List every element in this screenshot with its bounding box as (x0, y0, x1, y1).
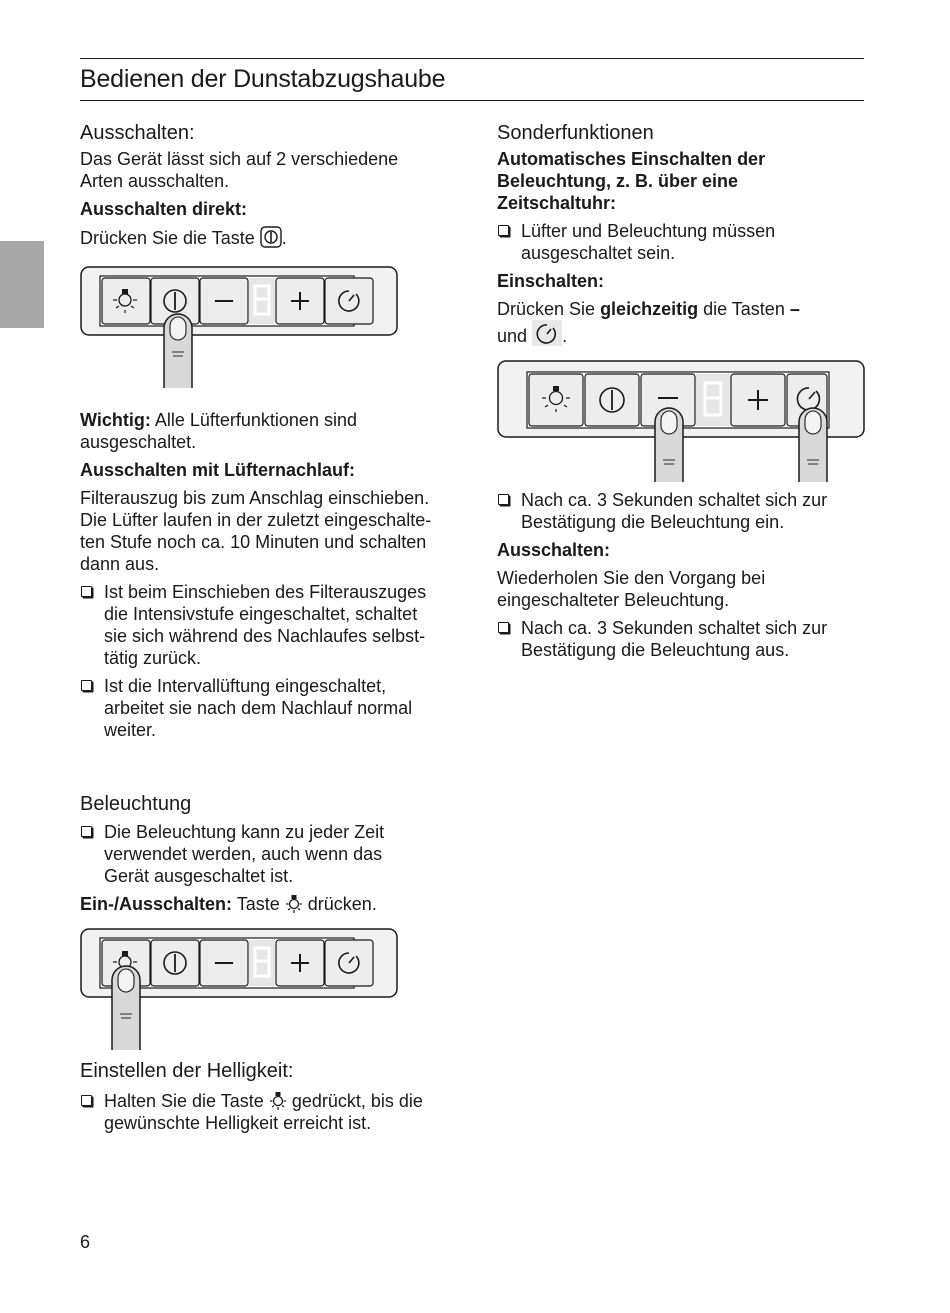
control-panel-minus-timer-pressed (497, 360, 867, 490)
timer-button[interactable] (325, 278, 373, 324)
lighting-section (80, 791, 460, 921)
page-number: 6 (80, 1232, 91, 1252)
auto-line: Zeitschaltuhr: (497, 193, 617, 213)
bullet-line: Ist die Intervallüftung eingeschaltet, (104, 676, 387, 696)
checkbox-bullet-icon (81, 1095, 92, 1106)
off-direct-text: Drücken Sie die Taste (80, 228, 255, 248)
plus-button[interactable] (276, 278, 324, 324)
lighting-heading: Beleuchtung (80, 793, 192, 815)
checkbox-bullet-icon (498, 622, 509, 633)
list-item (80, 1090, 460, 1134)
off-direct-paragraph (80, 226, 460, 249)
afterrun-line: dann aus. (80, 554, 160, 574)
afterrun-line: ten Stufe noch ca. 10 Minuten und schalten (80, 532, 427, 552)
off-intro: Das Gerät lässt sich auf 2 verschiedene Arten ausschalten. (80, 149, 399, 191)
minus-button[interactable] (200, 278, 248, 324)
list-item (497, 489, 877, 533)
auto-on-title (497, 148, 877, 214)
plus-button[interactable] (731, 374, 785, 426)
light-icon (285, 894, 303, 914)
afterrun-text (80, 487, 460, 575)
repeat-line: Wiederholen Sie den Vorgang bei (497, 568, 766, 588)
checkbox-bullet-icon (81, 680, 92, 691)
bullet-text: gedrückt, bis die (291, 1091, 423, 1111)
on-text: und (497, 326, 528, 346)
page-title: Bedienen der Dunstabzugshaube (80, 65, 446, 93)
power-icon (260, 226, 282, 248)
off-direct-end: . (281, 228, 287, 248)
bullet-line: sie sich während des Nachlaufes selbst- (104, 626, 426, 646)
bullet-line: gewünschte Helligkeit erreicht ist. (104, 1113, 372, 1133)
important-paragraph (80, 409, 380, 453)
level-display (249, 940, 275, 986)
light-icon (269, 1091, 287, 1111)
bullet-line: weiter. (104, 720, 157, 740)
checkbox-bullet-icon (498, 494, 509, 505)
important-label: Wichtig: (80, 410, 151, 430)
bullet-text: Halten Sie die Taste (104, 1091, 264, 1111)
light-onoff-text2: drücken. (307, 894, 377, 914)
auto-line: Automatisches Einschalten der (497, 149, 766, 169)
light-button[interactable] (102, 278, 150, 324)
header-top-rule (80, 58, 864, 59)
list-item (80, 581, 460, 669)
bullet-line: tätig zurück. (104, 648, 202, 668)
control-panel-light-pressed (80, 928, 400, 1058)
on-text-emphasis: gleichzeitig (600, 299, 699, 319)
bullet-line: ausgeschaltet sein. (521, 243, 676, 263)
bullet-line: Nach ca. 3 Sekunden schaltet sich zur (521, 490, 828, 510)
left-column-lower (80, 409, 460, 747)
checkbox-bullet-icon (498, 225, 509, 236)
power-button[interactable] (585, 374, 639, 426)
level-display (249, 278, 275, 324)
minus-button[interactable] (200, 940, 248, 986)
brightness-section (80, 1058, 460, 1140)
level-display (696, 374, 730, 426)
bullet-line: Bestätigung die Beleuchtung aus. (521, 640, 790, 660)
bullet-line: Ist beim Einschieben des Filterauszuges (104, 582, 427, 602)
bullet-line: Lüfter und Beleuchtung müssen (521, 221, 776, 241)
on-text: . (562, 326, 568, 346)
power-button[interactable] (151, 940, 199, 986)
finger-illustration (164, 314, 192, 388)
important-text: Alle Lüfterfunktionen sind ausgeschaltet. (80, 410, 357, 452)
timer-button[interactable] (325, 940, 373, 986)
finger-illustration (799, 408, 827, 482)
right-column (497, 120, 877, 353)
light-onoff-paragraph (80, 893, 460, 915)
bullet-line: arbeitet sie nach dem Nachlauf normal (104, 698, 413, 718)
control-panel-illustration (80, 928, 400, 1053)
bullet-line: Bestätigung die Beleuchtung ein. (521, 512, 785, 532)
control-panel-illustration (80, 266, 400, 391)
finger-illustration (112, 966, 140, 1050)
light-button[interactable] (529, 374, 583, 426)
list-item (80, 821, 460, 887)
brightness-heading: Einstellen der Helligkeit: (80, 1060, 294, 1082)
repeat-text (497, 567, 877, 611)
list-item (497, 220, 877, 264)
on-instruction (497, 298, 877, 347)
auto-line: Beleuchtung, z. B. über eine (497, 171, 739, 191)
on-label: Einschalten: (497, 271, 605, 291)
afterrun-label: Ausschalten mit Lüfternachlauf: (80, 460, 356, 480)
left-column (80, 120, 460, 255)
on-text: die Tasten (703, 299, 785, 319)
light-onoff-text1: Taste (236, 894, 280, 914)
timer-icon (532, 320, 562, 346)
special-heading: Sonderfunktionen (497, 122, 654, 144)
control-panel-illustration (497, 360, 867, 485)
finger-illustration (655, 408, 683, 482)
bullet-line: verwendet werden, auch wenn das (104, 844, 383, 864)
bullet-line: Nach ca. 3 Sekunden schaltet sich zur (521, 618, 828, 638)
list-item (497, 617, 877, 661)
off-label: Ausschalten: (497, 540, 611, 560)
repeat-line: eingeschalteter Beleuchtung. (497, 590, 730, 610)
off-heading: Ausschalten: (80, 122, 195, 144)
control-panel-power-pressed (80, 266, 400, 396)
side-tab-marker (0, 241, 44, 328)
plus-button[interactable] (276, 940, 324, 986)
checkbox-bullet-icon (81, 586, 92, 597)
on-text: Drücken Sie (497, 299, 596, 319)
afterrun-line: Die Lüfter laufen in der zuletzt eingeschalte- (80, 510, 432, 530)
bullet-line: die Intensivstufe eingeschaltet, schaltet (104, 604, 418, 624)
afterrun-line: Filterauszug bis zum Anschlag einschieben. (80, 488, 430, 508)
bullet-line: Gerät ausgeschaltet ist. (104, 866, 294, 886)
header-bottom-rule (80, 100, 864, 101)
checkbox-bullet-icon (81, 826, 92, 837)
right-column-lower (497, 489, 877, 667)
light-onoff-label: Ein-/Ausschalten: (80, 894, 233, 914)
minus-symbol: – (789, 299, 800, 319)
off-direct-label: Ausschalten direkt: (80, 199, 248, 219)
bullet-line: Die Beleuchtung kann zu jeder Zeit (104, 822, 385, 842)
list-item (80, 675, 460, 741)
